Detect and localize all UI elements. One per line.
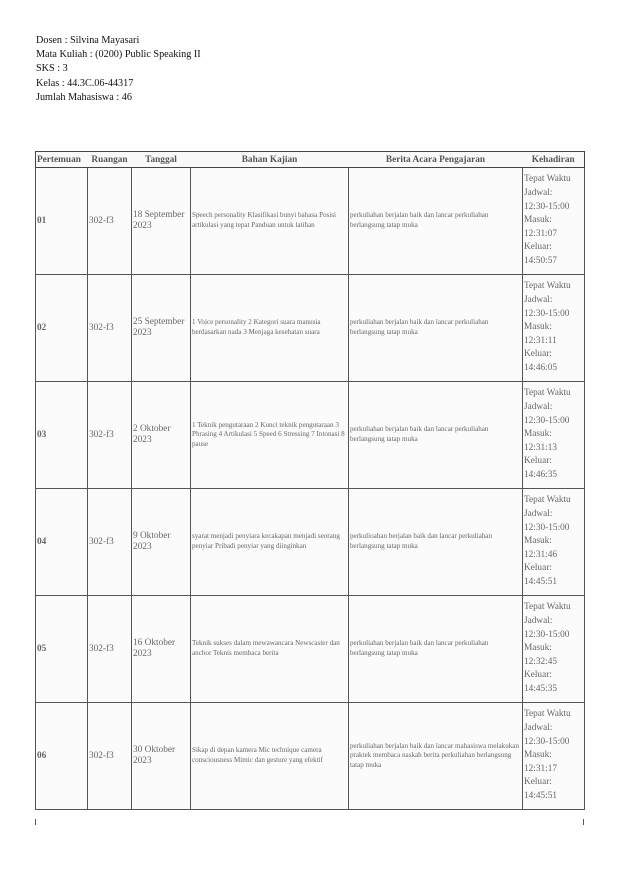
attendance-table [35, 151, 585, 810]
schedule-time: 12:30-15:00 [524, 629, 570, 640]
schedule-label: Jadwal: [524, 509, 553, 520]
schedule-time: 12:30-15:00 [524, 201, 570, 212]
attendance-cell [523, 382, 585, 489]
attendance-cell [523, 596, 585, 703]
table-row [36, 489, 585, 596]
teaching-report: perkuliahan berjalan baik dan lancar perkuliahan berlangsung tatap muka [349, 168, 523, 275]
room: 302-f3 [88, 596, 132, 703]
attendance-status: Tepat Waktu [524, 709, 571, 720]
class-line: Kelas : 44.3C.06-44317 [36, 77, 134, 89]
meeting-number: 06 [36, 703, 88, 810]
room: 302-f3 [88, 489, 132, 596]
meeting-number: 02 [36, 275, 88, 382]
credits-line: SKS : 3 [36, 63, 68, 75]
meeting-number: 03 [36, 382, 88, 489]
attendance-status: Tepat Waktu [524, 174, 571, 185]
column-header-kehadiran: Kehadiran [523, 152, 585, 168]
attendance-status: Tepat Waktu [524, 602, 571, 613]
check-out-time: 14:46:35 [524, 469, 558, 480]
schedule-time: 12:30-15:00 [524, 308, 570, 319]
study-material: Speech personality Klasifikasi bunyi bahasa Posisi artikulasi yang tepat Panduan untuk latihan [191, 168, 349, 275]
check-in-label: Masuk: [524, 429, 552, 440]
table-row [36, 382, 585, 489]
teaching-report: perkuliahan berjalan baik dan lancar perkuliahan berlangsung tatap muka [349, 275, 523, 382]
column-header-tanggal: Tanggal [132, 152, 191, 168]
study-material: Sikap di depan kamera Mic technique camera consciousness Mimic dan gesture yang efektif [191, 703, 349, 810]
table-row [36, 703, 585, 810]
table-continuation-edge [35, 819, 584, 825]
table-row [36, 596, 585, 703]
column-header-ruangan: Ruangan [88, 152, 132, 168]
check-in-time: 12:31:13 [524, 442, 558, 453]
study-material: 1 Voice personality 2 Kategori suara manusia berdasarkan nada 3 Menjaga kesehatan suara [191, 275, 349, 382]
check-out-label: Keluar: [524, 563, 552, 574]
attendance-status: Tepat Waktu [524, 281, 571, 292]
column-header-pertemuan: Pertemuan [36, 152, 88, 168]
table-header-row [36, 152, 585, 168]
room: 302-f3 [88, 275, 132, 382]
date: 9 Oktober 2023 [132, 489, 191, 596]
course-line: Mata Kuliah : (0200) Public Speaking II [36, 49, 201, 61]
column-header-bahan-kajian: Bahan Kajian [191, 152, 349, 168]
check-in-time: 12:31:17 [524, 763, 558, 774]
room: 302-f3 [88, 168, 132, 275]
check-out-time: 14:45:51 [524, 576, 558, 587]
column-header-berita-acara: Berita Acara Pengajaran [349, 152, 523, 168]
check-out-label: Keluar: [524, 777, 552, 788]
schedule-label: Jadwal: [524, 723, 553, 734]
schedule-label: Jadwal: [524, 188, 553, 199]
attendance-cell [523, 168, 585, 275]
check-out-time: 14:45:51 [524, 790, 558, 801]
student-count-line: Jumlah Mahasiswa : 46 [36, 91, 132, 103]
date: 16 Oktober 2023 [132, 596, 191, 703]
attendance-status: Tepat Waktu [524, 495, 571, 506]
schedule-label: Jadwal: [524, 295, 553, 306]
meeting-number: 05 [36, 596, 88, 703]
date: 30 Oktober 2023 [132, 703, 191, 810]
check-out-label: Keluar: [524, 349, 552, 360]
check-out-label: Keluar: [524, 670, 552, 681]
check-in-label: Masuk: [524, 215, 552, 226]
check-in-label: Masuk: [524, 536, 552, 547]
teaching-report: perkuliahan berjalan baik dan lancar perkuliahan berlangsung tatap muka [349, 382, 523, 489]
check-in-time: 12:31:46 [524, 549, 558, 560]
schedule-label: Jadwal: [524, 402, 553, 413]
study-material: Teknik sukses dalam mewawancara Newscaster dan anchor Teknis membaca berita [191, 596, 349, 703]
schedule-time: 12:30-15:00 [524, 736, 570, 747]
check-in-time: 12:32:45 [524, 656, 558, 667]
meeting-number: 01 [36, 168, 88, 275]
attendance-cell [523, 275, 585, 382]
check-out-label: Keluar: [524, 456, 552, 467]
date: 2 Oktober 2023 [132, 382, 191, 489]
schedule-time: 12:30-15:00 [524, 415, 570, 426]
check-out-label: Keluar: [524, 242, 552, 253]
teaching-report: perkuliahan berjalan baik dan lancar perkuliahan berlangsung tatap muka [349, 596, 523, 703]
attendance-cell [523, 489, 585, 596]
attendance-cell [523, 703, 585, 810]
study-material: 1 Teknik pengutaraan 2 Kunci teknik pengutaraan 3 Phrasing 4 Artikulasi 5 Speed 6 Stressing 7 Intonasi 8 pause [191, 382, 349, 489]
meeting-number: 04 [36, 489, 88, 596]
attendance-status: Tepat Waktu [524, 388, 571, 399]
document-header [36, 34, 201, 105]
date: 18 September 2023 [132, 168, 191, 275]
check-out-time: 14:50:57 [524, 255, 558, 266]
schedule-time: 12:30-15:00 [524, 522, 570, 533]
room: 302-f3 [88, 382, 132, 489]
table-row [36, 168, 585, 275]
lecturer-line: Dosen : Silvina Mayasari [36, 35, 140, 46]
check-in-label: Masuk: [524, 643, 552, 654]
check-out-time: 14:46:05 [524, 362, 558, 373]
teaching-report: perkulioahan berjalan baik dan lancar perkuliahan berlangsung tatap muka [349, 489, 523, 596]
check-in-label: Masuk: [524, 322, 552, 333]
room: 302-f3 [88, 703, 132, 810]
date: 25 September 2023 [132, 275, 191, 382]
check-in-time: 12:31:11 [524, 335, 557, 346]
study-material: syarat menjadi penyiara kecakapan menjadi seorang penyiar Pribadi penyiar yang diinginkan [191, 489, 349, 596]
teaching-report: perkuliahan berjalan baik dan lancar mahasiswa melakukan praktek membaca naskah berita perkuliahan berlangsung tatap muka [349, 703, 523, 810]
check-out-time: 14:45:35 [524, 683, 558, 694]
check-in-label: Masuk: [524, 750, 552, 761]
table-row [36, 275, 585, 382]
schedule-label: Jadwal: [524, 616, 553, 627]
check-in-time: 12:31:07 [524, 228, 558, 239]
